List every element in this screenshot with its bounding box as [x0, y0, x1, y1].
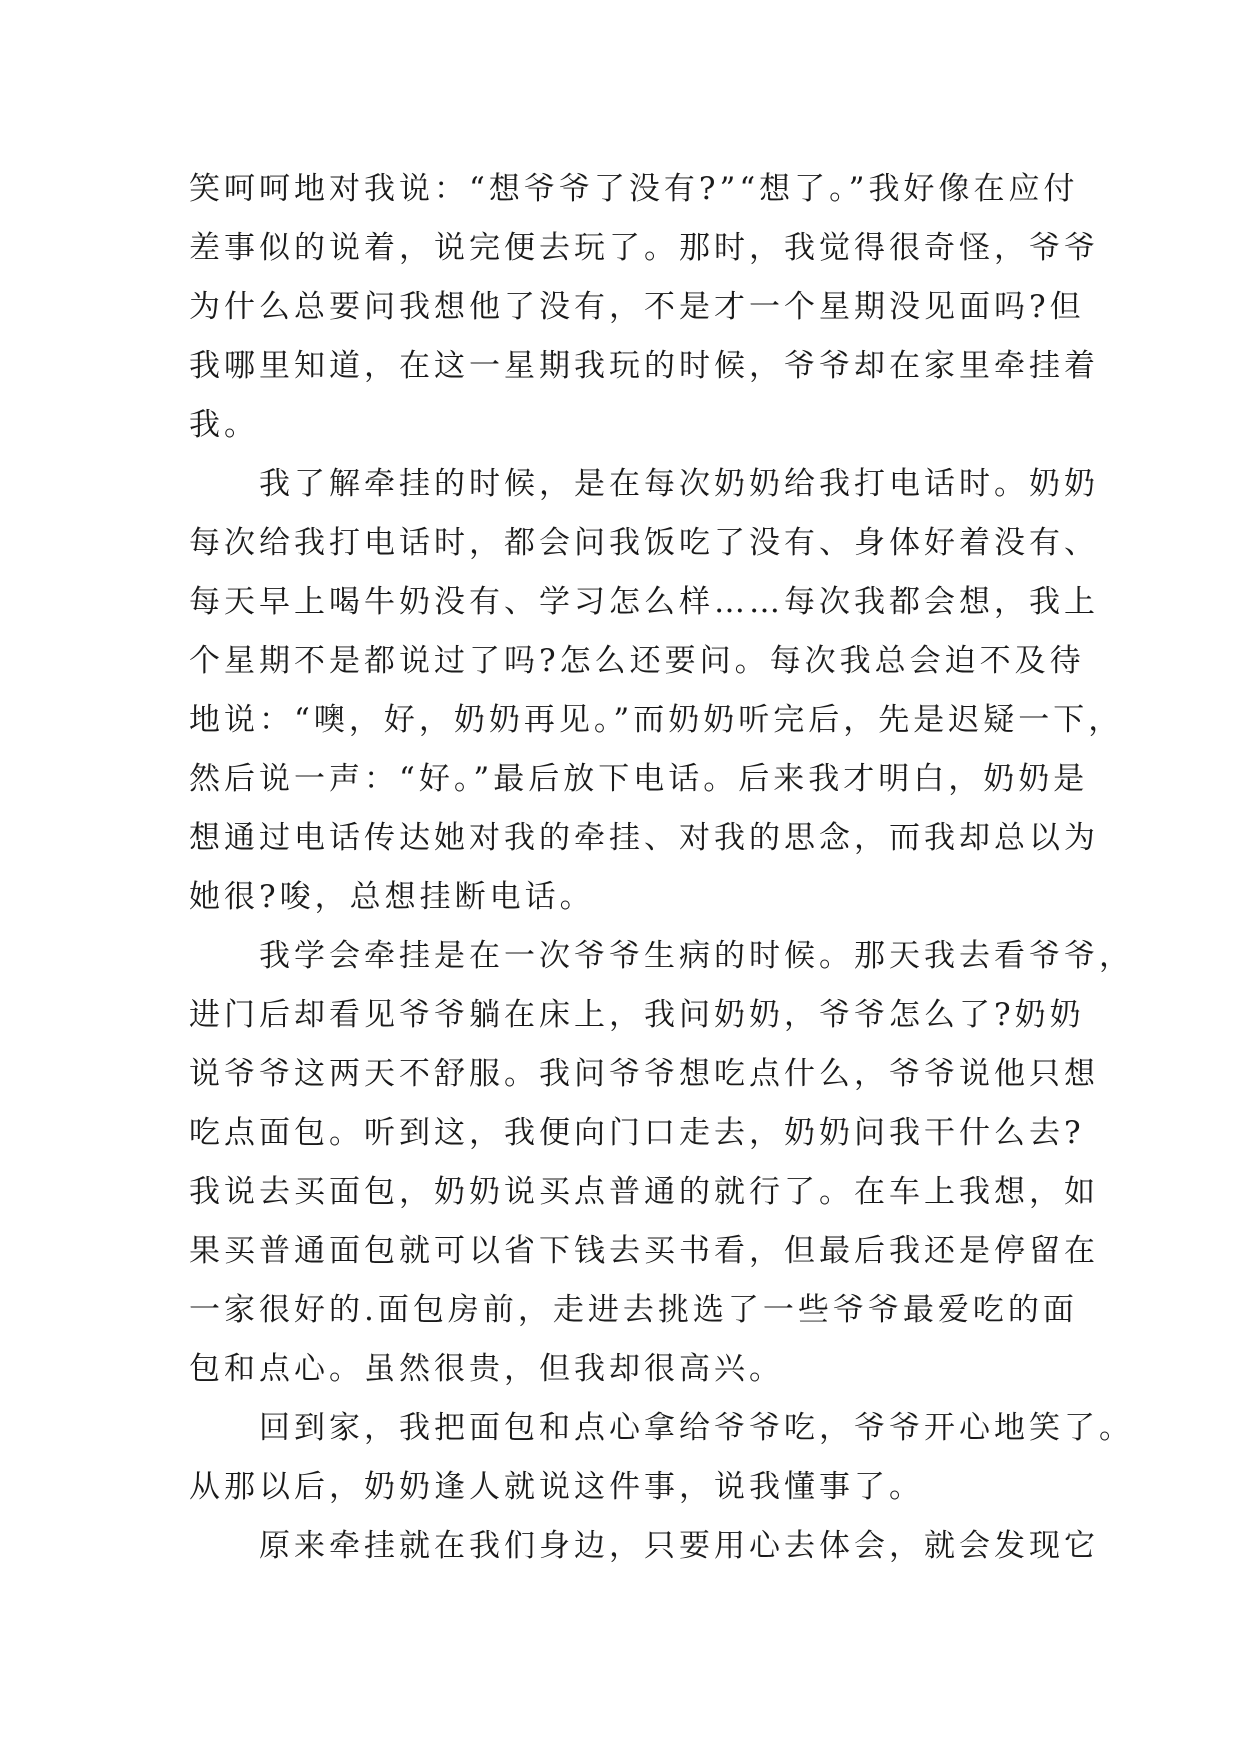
text-line: 每天早上喝牛奶没有、学习怎么样……每次我都会想，我上 [189, 584, 1099, 620]
text-line: 说爷爷这两天不舒服。我问爷爷想吃点什么，爷爷说他只想 [189, 1056, 1099, 1092]
text-line: 个星期不是都说过了吗?怎么还要问。每次我总会迫不及待 [189, 643, 1085, 679]
text-line: 我说去买面包，奶奶说买点普通的就行了。在车上我想，如 [189, 1174, 1099, 1210]
text-line: 差事似的说着，说完便去玩了。那时，我觉得很奇怪，爷爷 [189, 230, 1099, 266]
text-line: 为什么总要问我想他了没有，不是才一个星期没见面吗?但 [189, 289, 1085, 325]
text-line: 一家很好的.面包房前，走进去挑选了一些爷爷最爱吃的面 [189, 1292, 1078, 1328]
text-line: 我。 [189, 407, 259, 443]
text-line: 果买普通面包就可以省下钱去买书看，但最后我还是停留在 [189, 1233, 1099, 1269]
paragraph-first-line: 回到家，我把面包和点心拿给爷爷吃，爷爷开心地笑了。 [259, 1410, 1134, 1446]
paragraph-first-line: 我学会牵挂是在一次爷爷生病的时候。那天我去看爷爷， [259, 938, 1134, 974]
text-line: 她很?唆，总想挂断电话。 [189, 879, 595, 915]
text-line: 包和点心。虽然很贵，但我却很高兴。 [189, 1351, 784, 1387]
text-line: 从那以后，奶奶逢人就说这件事，说我懂事了。 [189, 1469, 924, 1505]
paragraph-first-line: 我了解牵挂的时候，是在每次奶奶给我打电话时。奶奶 [259, 466, 1099, 502]
text-line: 每次给我打电话时，都会问我饭吃了没有、身体好着没有、 [189, 525, 1099, 561]
text-line: 地说：“噢，好，奶奶再见。”而奶奶听完后，先是迟疑一下， [189, 702, 1124, 738]
text-line: 进门后却看见爷爷躺在床上，我问奶奶，爷爷怎么了?奶奶 [189, 997, 1085, 1033]
text-line: 笑呵呵地对我说：“想爷爷了没有?”“想了。”我好像在应付 [189, 171, 1079, 207]
text-line: 吃点面包。听到这，我便向门口走去，奶奶问我干什么去? [189, 1115, 1085, 1151]
text-line: 然后说一声：“好。”最后放下电话。后来我才明白，奶奶是 [189, 761, 1089, 797]
text-line: 我哪里知道，在这一星期我玩的时候，爷爷却在家里牵挂着 [189, 348, 1099, 384]
text-line: 想通过电话传达她对我的牵挂、对我的思念，而我却总以为 [189, 820, 1099, 856]
paragraph-first-line: 原来牵挂就在我们身边，只要用心去体会，就会发现它 [259, 1528, 1099, 1564]
body-text [189, 160, 1134, 1576]
